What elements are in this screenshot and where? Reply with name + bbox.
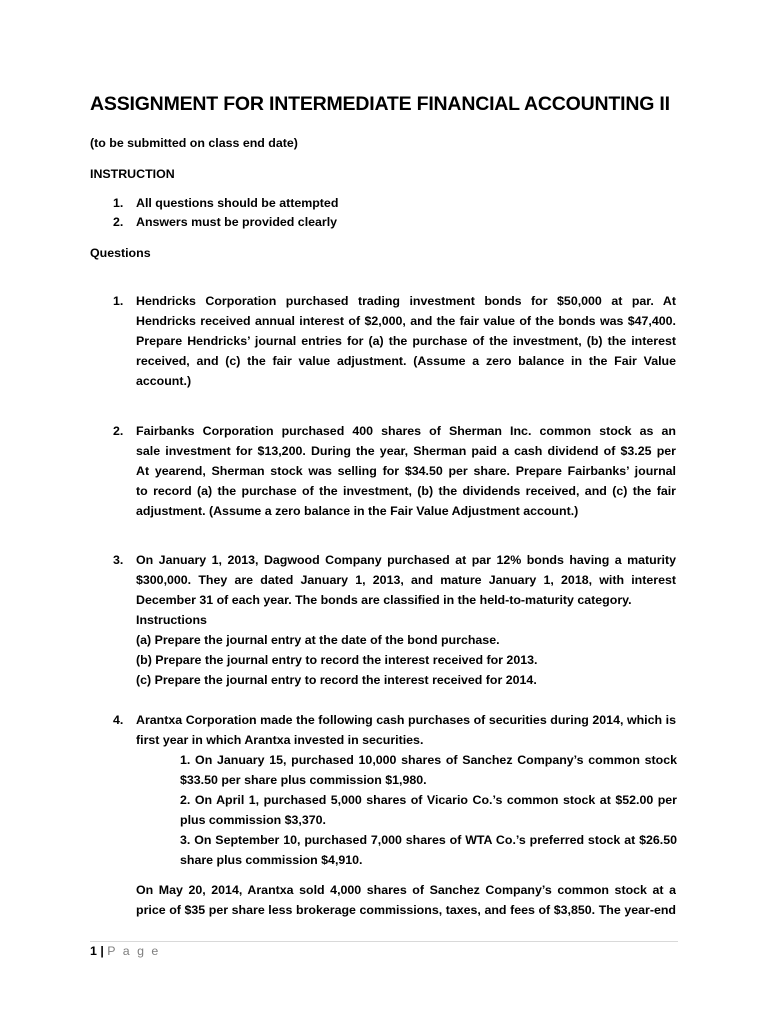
question-line: Arantxa Corporation made the following cash purchases of securities during 2014, which is — [136, 713, 676, 727]
purchase-line: 2. On April 1, purchased 5,000 shares of Vicario Co.’s common stock at $52.00 per — [180, 793, 677, 807]
purchase-line: 1. On January 15, purchased 10,000 shares of Sanchez Company’s common stock — [180, 753, 677, 767]
questions-heading: Questions — [90, 246, 151, 260]
question-line: $300,000. They are dated January 1, 2013, and mature January 1, 2018, with interest — [136, 573, 676, 587]
instruction-heading: INSTRUCTION — [90, 167, 175, 181]
question-line: first year in which Arantxa invested in securities. — [136, 733, 424, 747]
question-number: 4. — [113, 713, 124, 727]
question-instructions-label: Instructions — [136, 613, 207, 627]
footer-separator: | — [100, 944, 104, 958]
purchase-line: $33.50 per share plus commission $1,980. — [180, 773, 427, 787]
footer-divider — [90, 941, 678, 942]
document-title: ASSIGNMENT FOR INTERMEDIATE FINANCIAL ACCOUNTING II — [90, 93, 670, 115]
page-footer — [90, 944, 160, 958]
page-word: P a g e — [107, 944, 161, 958]
question-line: December 31 of each year. The bonds are classified in the held-to-maturity category. — [136, 593, 632, 607]
question-line: Hendricks received annual interest of $2,000, and the fair value of the bonds was $47,400. — [136, 314, 676, 328]
question-line: adjustment. (Assume a zero balance in the Fair Value Adjustment account.) — [136, 504, 579, 518]
subtitle: (to be submitted on class end date) — [90, 136, 298, 150]
question-line: Hendricks Corporation purchased trading investment bonds for $50,000 at par. At — [136, 294, 676, 308]
question-line: At yearend, Sherman stock was selling for $34.50 per share. Prepare Fairbanks’ journal — [136, 464, 676, 478]
purchase-line: 3. On September 10, purchased 7,000 shares of WTA Co.’s preferred stock at $26.50 — [180, 833, 677, 847]
question-line: Prepare Hendricks’ journal entries for (a) the purchase of the investment, (b) the interest — [136, 334, 676, 348]
question-line: sale investment for $13,200. During the year, Sherman paid a cash dividend of $3.25 per — [136, 444, 676, 458]
question-2-text — [136, 421, 676, 521]
question-part: (b) Prepare the journal entry to record the interest received for 2013. — [136, 653, 538, 667]
instruction-number: 2. — [113, 215, 124, 229]
question-line: price of $35 per share less brokerage commissions, taxes, and fees of $3,850. The year-end — [136, 903, 676, 917]
question-number: 2. — [113, 424, 124, 438]
instruction-item: Answers must be provided clearly — [136, 215, 338, 229]
question-line: received, and (c) the fair value adjustment. (Assume a zero balance in the Fair Value — [136, 354, 676, 368]
question-number: 3. — [113, 553, 124, 567]
question-4-closing — [136, 880, 676, 920]
page-number: 1 — [90, 944, 97, 958]
question-line: to record (a) the purchase of the investment, (b) the dividends received, and (c) the fair — [136, 484, 676, 498]
purchase-line: share plus commission $4,910. — [180, 853, 363, 867]
question-4-text — [136, 710, 676, 750]
instruction-item: All questions should be attempted — [136, 196, 339, 210]
question-line: account.) — [136, 374, 192, 388]
instruction-number: 1. — [113, 196, 124, 210]
question-part: (c) Prepare the journal entry to record the interest received for 2014. — [136, 673, 537, 687]
question-number: 1. — [113, 294, 124, 308]
question-1-text — [136, 291, 676, 391]
question-4-purchases — [180, 750, 677, 870]
question-line: On May 20, 2014, Arantxa sold 4,000 shares of Sanchez Company’s common stock at a — [136, 883, 676, 897]
question-line: On January 1, 2013, Dagwood Company purchased at par 12% bonds having a maturity — [136, 553, 676, 567]
question-part: (a) Prepare the journal entry at the date of the bond purchase. — [136, 633, 500, 647]
question-3-text — [136, 550, 676, 690]
purchase-line: plus commission $3,370. — [180, 813, 326, 827]
question-line: Fairbanks Corporation purchased 400 shares of Sherman Inc. common stock as an — [136, 424, 676, 438]
